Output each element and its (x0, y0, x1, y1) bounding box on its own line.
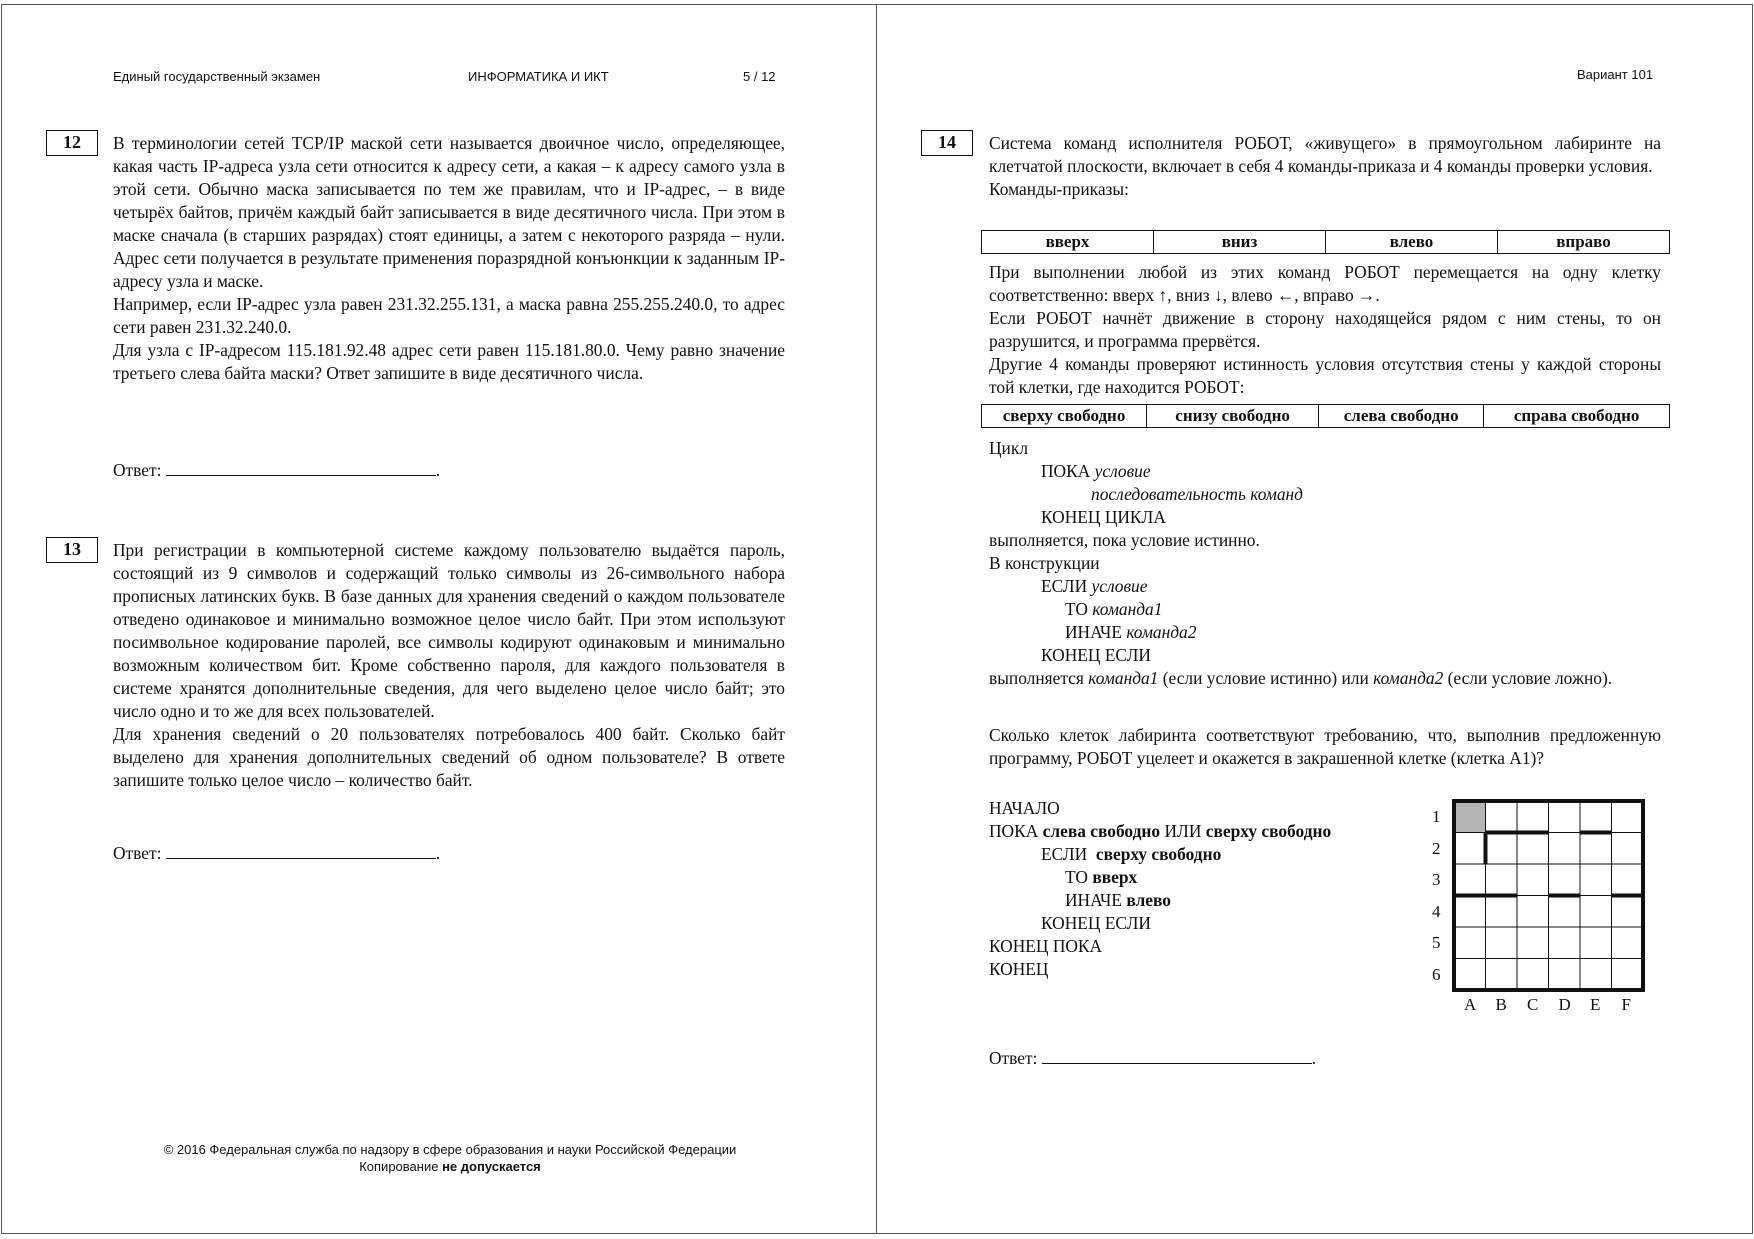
check-left: слева свободно (1319, 405, 1484, 428)
maze-grid (1450, 797, 1650, 995)
question-14-number: 14 (921, 130, 973, 156)
check-desc: Другие 4 команды проверяют истинность условия отсутствия стены у каждой стороны той клетки, где находится РОБОТ: (989, 354, 1661, 397)
else-cmd: команда2 (1126, 622, 1197, 642)
prog-or-kw: ИЛИ (1164, 821, 1202, 841)
q13-answer: Ответ: . (113, 843, 441, 863)
prog-else-cmd: влево (1126, 890, 1171, 910)
q14-commands-label: Команды-приказы: (989, 179, 1129, 199)
q13-paragraph-1: При регистрации в компьютерной системе каждому пользователю выдаётся пароль, состоящий из 9 символов и содержащий только символы из 26-символьного набора прописных латинских букв. В базе данных для хранения сведений о каждом пользователе отведено одинаковое и минимально возможное целое число байт. При этом используют посимвольное кодирование паролей, все символы кодируют одинаковым и минимально возможным количеством бит. Кроме собственно пароля, для каждого пользователя в системе хранятся дополнительные сведения, для чего выделено целое число байт; это число одно и то же для всех пользователей. (113, 540, 785, 721)
loop-while-kw: ПОКА (1041, 461, 1091, 481)
if-desc-cmd2: команда2 (1373, 668, 1444, 688)
prog-else (989, 889, 1331, 912)
row-label: 5 (1432, 933, 1441, 952)
prog-if-cond: сверху свободно (1095, 844, 1222, 864)
q14-answer-label: Ответ: (989, 1048, 1038, 1068)
loop-word: Цикл (989, 438, 1028, 458)
q13-paragraph-2: Для хранения сведений о 20 пользователях потребовалось 400 байт. Сколько байт выделено для хранения дополнительных сведений об одном пользователе? В ответе запишите только целое число – количество байт. (113, 724, 785, 790)
constructs-description (989, 437, 1661, 690)
loop-cond: условие (1094, 461, 1151, 481)
prog-if-kw: ЕСЛИ (1041, 844, 1088, 864)
prog-while (989, 820, 1331, 843)
q14-intro (989, 132, 1661, 201)
endif-line: КОНЕЦ ЕСЛИ (1041, 645, 1151, 665)
page-number: 5 / 12 (743, 69, 776, 84)
prog-then (989, 866, 1331, 889)
cmd-left: влево (1326, 231, 1498, 254)
question-12-text (113, 132, 785, 385)
prog-endwhile: КОНЕЦ ПОКА (989, 936, 1103, 956)
q12-paragraph-3: Для узла с IP-адресом 115.181.92.48 адрес сети равен 115.181.80.0. Чему равно значение третьего слева байта маски? Ответ запишите в виде десятичного числа. (113, 340, 785, 383)
loop-while-line (989, 460, 1661, 483)
check-bottom: снизу свободно (1147, 405, 1319, 428)
if-kw: ЕСЛИ (1041, 576, 1088, 596)
question-13-text (113, 539, 785, 792)
cmd-right: вправо (1498, 231, 1670, 254)
construct-label: В конструкции (989, 553, 1100, 573)
prog-then-cmd: вверх (1092, 867, 1138, 887)
then-kw: ТО (1065, 599, 1088, 619)
col-label: A (1464, 995, 1477, 1014)
shaded-cell (1454, 801, 1486, 833)
prog-while-b: сверху свободно (1205, 821, 1332, 841)
then-cmd: команда1 (1092, 599, 1163, 619)
copyright-line: © 2016 Федеральная служба по надзору в сфере образования и науки Российской Федерации (163, 1142, 737, 1157)
if-cond: условие (1091, 576, 1148, 596)
loop-end: КОНЕЦ ЦИКЛА (1041, 507, 1166, 527)
check-top: сверху свободно (982, 405, 1147, 428)
move-desc: При выполнении любой из этих команд РОБОТ перемещается на одну клетку соответственно: вверх ↑, вниз ↓, влево ←, вправо →. (989, 262, 1661, 305)
if-desc-cmd1: команда1 (1088, 668, 1159, 688)
question-12-number: 12 (46, 130, 98, 156)
variant-label: Вариант 101 (1577, 67, 1654, 82)
if-desc-3: (если условие ложно). (1447, 668, 1613, 688)
col-label: D (1558, 995, 1571, 1014)
if-desc-2: (если условие истинно) или (1162, 668, 1369, 688)
exam-title: Единый государственный экзамен (113, 69, 321, 84)
loop-seq: последовательность команд (1091, 484, 1303, 504)
copyright-footer (100, 1141, 800, 1175)
q14-answer: Ответ: . (989, 1048, 1317, 1068)
row-label: 2 (1432, 838, 1441, 858)
robot-program (989, 797, 1331, 981)
prog-endif: КОНЕЦ ЕСЛИ (1041, 913, 1151, 933)
if-desc-1: выполняется (989, 668, 1084, 688)
else-kw: ИНАЧЕ (1065, 622, 1122, 642)
subject-title: ИНФОРМАТИКА И ИКТ (468, 69, 609, 84)
copy-notice-prefix: Копирование (359, 1159, 439, 1174)
q12-paragraph-1: В терминологии сетей TCP/IP маской сети называется двоичное число, определяющее, какая часть IP-адреса узла сети относится к адресу сети, а какая – к адресу самого узла в этой сети. Обычно маска записывается по тем же правилам, что и IP-адрес, – в виде четырёх байтов, причём каждый байт записывается в виде десятичного числа. При этом в маске сначала (в старших разрядах) стоят единицы, а затем с некоторого разряда – нули. Адрес сети получается в результате применения поразрядной конъюнкции к заданным IP-адресу узла и маске. (113, 133, 785, 291)
q12-answer-field[interactable] (166, 459, 436, 476)
q14-answer-field[interactable] (1042, 1047, 1312, 1064)
prog-start: НАЧАЛО (989, 798, 1060, 818)
q13-answer-field[interactable] (166, 842, 436, 859)
q14-intro-text: Система команд исполнителя РОБОТ, «живущего» в прямоугольном лабиринте на клетчатой плоскости, включает в себя 4 команды-приказа и 4 команды проверки условия. (989, 133, 1661, 176)
else-line (989, 621, 1661, 644)
q13-answer-label: Ответ: (113, 843, 162, 863)
row-label: 4 (1432, 901, 1441, 921)
loop-desc: выполняется, пока условие истинно. (989, 530, 1260, 550)
col-label: E (1590, 995, 1601, 1014)
prog-if (989, 843, 1331, 866)
prog-else-kw: ИНАЧЕ (1065, 890, 1122, 910)
move-commands-table (981, 230, 1670, 254)
prog-while-a: слева свободно (1042, 821, 1161, 841)
if-desc (989, 667, 1661, 690)
crash-desc: Если РОБОТ начнёт движение в сторону находящейся рядом с ним стены, то он разрушится, и программа прервётся. (989, 308, 1661, 351)
q12-paragraph-2: Например, если IP-адрес узла равен 231.32.255.131, а маска равна 255.255.240.0, то адрес сети равен 231.32.240.0. (113, 294, 785, 337)
copy-notice (100, 1158, 800, 1175)
q14-question-text: Сколько клеток лабиринта соответствуют требованию, что, выполнив предложенную программу, РОБОТ уцелеет и окажется в закрашенной клетке (клетка А1)? (989, 725, 1661, 768)
col-label: B (1495, 995, 1507, 1014)
then-line (989, 598, 1661, 621)
cmd-down: вниз (1154, 231, 1326, 254)
prog-then-kw: ТО (1065, 867, 1088, 887)
q14-descriptions (989, 261, 1661, 399)
row-label: 1 (1432, 807, 1441, 826)
col-label: C (1527, 995, 1539, 1014)
q12-answer: Ответ: . (113, 460, 441, 480)
row-label: 3 (1432, 870, 1441, 889)
q14-question (989, 724, 1661, 770)
row-label: 6 (1432, 964, 1441, 984)
copy-notice-bold: не допускается (442, 1159, 541, 1174)
col-label: F (1621, 995, 1631, 1014)
check-commands-table (981, 404, 1670, 428)
if-line (989, 575, 1661, 598)
cmd-up: вверх (982, 231, 1154, 254)
q12-answer-label: Ответ: (113, 460, 162, 480)
prog-end: КОНЕЦ (989, 959, 1049, 979)
question-13-number: 13 (46, 537, 98, 563)
prog-while-kw: ПОКА (989, 821, 1039, 841)
check-right: справа свободно (1484, 405, 1670, 428)
